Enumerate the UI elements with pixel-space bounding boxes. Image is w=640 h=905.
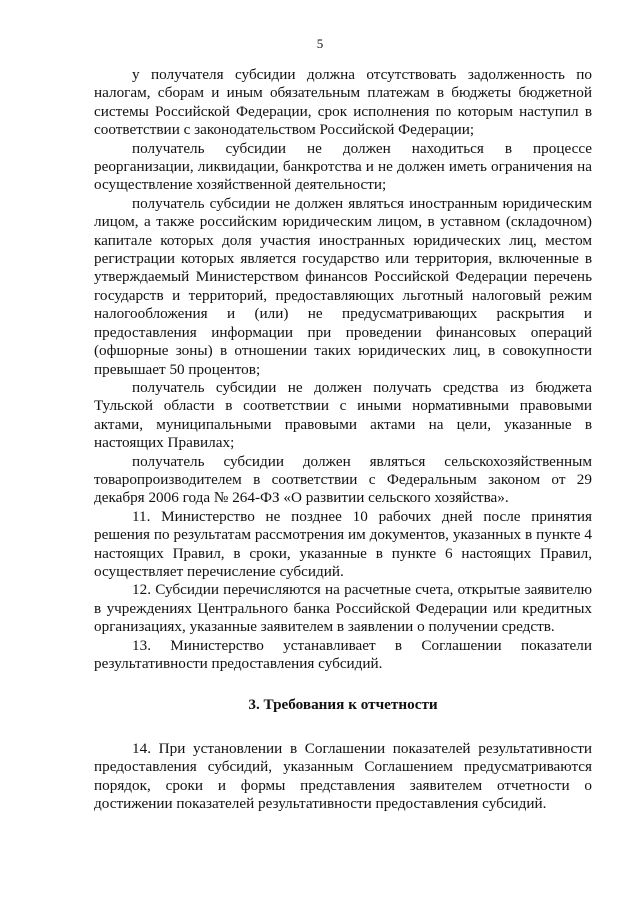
paragraph-no-other-budget-funds: получатель субсидии не должен получать средства из бюджета Тульской области в соответствии с иными нормативными правовыми актами, муниципальными правовыми актами на цели, указанные в настоящих Правилах;	[94, 378, 592, 452]
paragraph-agricultural-producer: получатель субсидии должен являться сельскохозяйственным товаропроизводителем в соответствии с Федеральным законом от 29 декабря 2006 года № 264-ФЗ «О развитии сельского хозяйства».	[94, 452, 592, 507]
paragraph-13-performance-indicators: 13. Министерство устанавливает в Соглашении показатели результативности предоставления субсидий.	[94, 636, 592, 672]
page-number: 5	[316, 36, 324, 51]
document-body	[94, 66, 592, 813]
paragraph-11-transfer-deadline: 11. Министерство не позднее 10 рабочих дней после принятия решения по результатам рассмотрения им документов, указанных в пункте 4 настоящих Правил, в сроки, указанные в пункте 6 настоящих Правил, осуществляет перечисление субсидий.	[94, 507, 592, 580]
paragraph-12-settlement-accounts: 12. Субсидии перечисляются на расчетные счета, открытые заявителю в учреждениях Центрального банка Российской Федерации или кредитных организациях, указанные заявителем в заявлении о получении средств.	[94, 581, 592, 636]
paragraph-no-tax-debt: у получателя субсидии должна отсутствовать задолженность по налогам, сборам и иным обязательным платежам в бюджеты бюджетной системы Российской Федерации, срок исполнения по которым наступил в соответствии с законодательством Российской Федерации;	[94, 66, 592, 139]
paragraph-not-foreign-entity: получатель субсидии не должен являться иностранным юридическим лицом, а также российским юридическим лицом, в уставном (складочном) капитале которых доля участия иностранных юридических лиц, местом регистрации которых является государство или территория, включенные в утверждаемый Министерством финансов Российской Федерации перечень государств и территорий, предоставляющих льготный налоговый режим налогообложения и (или) не предусматривающих раскрытия и предоставления информации при проведении финансовых операций (офшорные зоны) в отношении таких юридических лиц, в совокупности превышает 50 процентов;	[94, 194, 592, 378]
paragraph-no-reorganization: получатель субсидии не должен находиться в процессе реорганизации, ликвидации, банкротства и не должен иметь ограничения на осуществление хозяйственной деятельности;	[94, 139, 592, 194]
paragraph-14-reporting: 14. При установлении в Соглашении показателей результативности предоставления субсидий, указанным Соглашением предусматриваются порядок, сроки и формы представления заявителем отчетности о достижении показателей результативности предоставления субсидий.	[94, 739, 592, 813]
section-heading: 3. Требования к отчетности	[248, 696, 438, 714]
